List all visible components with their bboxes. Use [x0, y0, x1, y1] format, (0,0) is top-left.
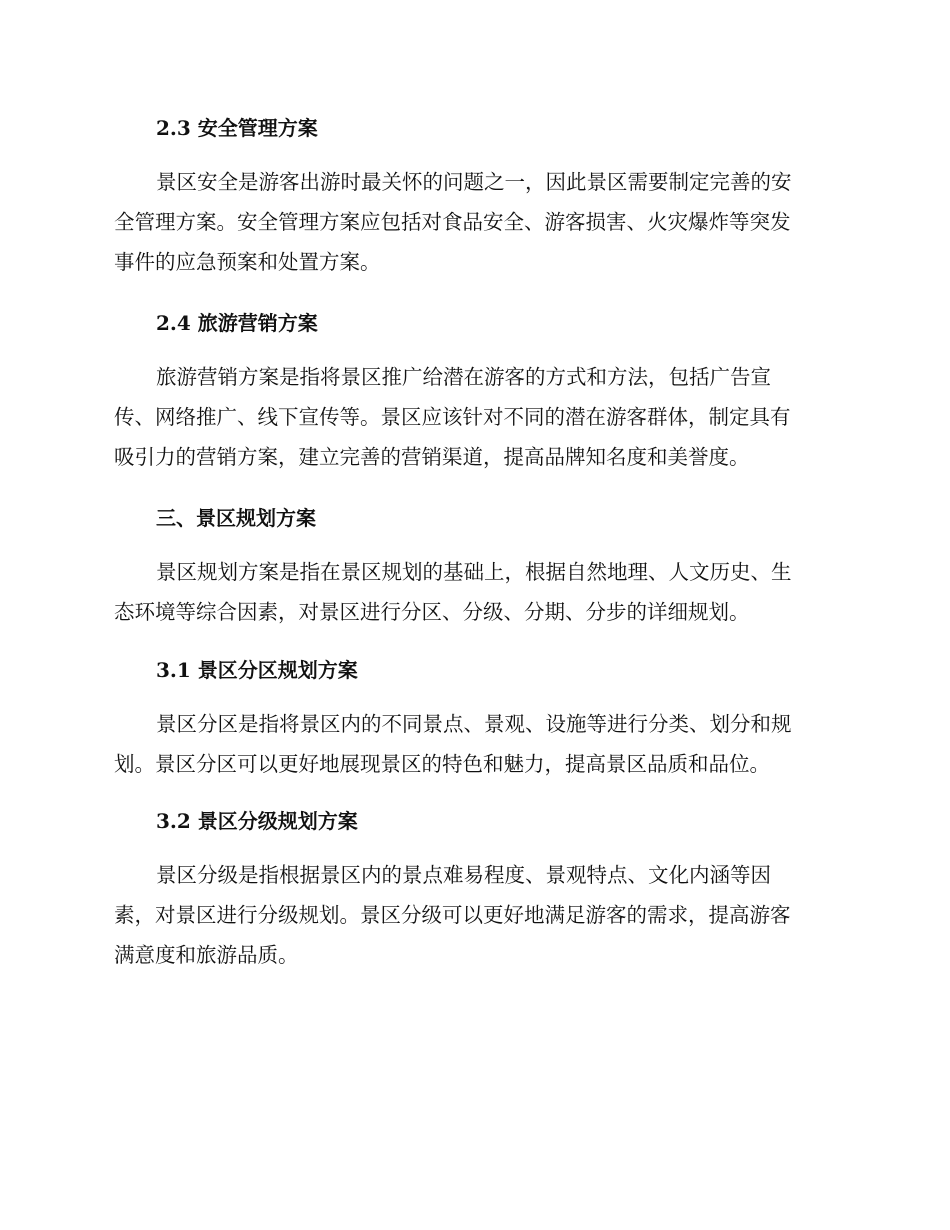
- paragraph-line: 满意度和旅游品质。: [114, 943, 299, 967]
- section-heading-3-1: 3.1 景区分区规划方案: [156, 658, 358, 682]
- section-heading-3: 三、景区规划方案: [156, 506, 316, 530]
- section-heading-2-4: 2.4 旅游营销方案: [156, 311, 318, 335]
- section-paragraph-2-3: [114, 162, 834, 282]
- paragraph-line: 传、网络推广、线下宣传等。景区应该针对不同的潜在游客群体，制定具有: [114, 405, 791, 429]
- section-paragraph-2-4: [114, 357, 834, 477]
- paragraph-line: 旅游营销方案是指将景区推广给潜在游客的方式和方法，包括广告宣: [156, 365, 771, 389]
- paragraph-line: 吸引力的营销方案，建立完善的营销渠道，提高品牌知名度和美誉度。: [114, 445, 750, 469]
- paragraph-line: 全管理方案。安全管理方案应包括对食品安全、游客损害、火灾爆炸等突发: [114, 210, 791, 234]
- paragraph-line: 划。景区分区可以更好地展现景区的特色和魅力，提高景区品质和品位。: [114, 752, 770, 776]
- section-paragraph-3-2: [114, 855, 834, 975]
- paragraph-line: 素，对景区进行分级规划。景区分级可以更好地满足游客的需求，提高游客: [114, 903, 791, 927]
- section-heading-2-3: 2.3 安全管理方案: [156, 116, 318, 140]
- paragraph-line: 景区安全是游客出游时最关怀的问题之一，因此景区需要制定完善的安: [156, 170, 792, 194]
- section-paragraph-3: [114, 552, 834, 632]
- paragraph-line: 态环境等综合因素，对景区进行分区、分级、分期、分步的详细规划。: [114, 600, 750, 624]
- paragraph-line: 景区分级是指根据景区内的景点难易程度、景观特点、文化内涵等因: [156, 863, 771, 887]
- paragraph-line: 景区规划方案是指在景区规划的基础上，根据自然地理、人文历史、生: [156, 560, 792, 584]
- paragraph-line: 景区分区是指将景区内的不同景点、景观、设施等进行分类、划分和规: [156, 712, 792, 736]
- paragraph-line: 事件的应急预案和处置方案。: [114, 250, 381, 274]
- section-paragraph-3-1: [114, 704, 834, 784]
- section-heading-3-2: 3.2 景区分级规划方案: [156, 809, 358, 833]
